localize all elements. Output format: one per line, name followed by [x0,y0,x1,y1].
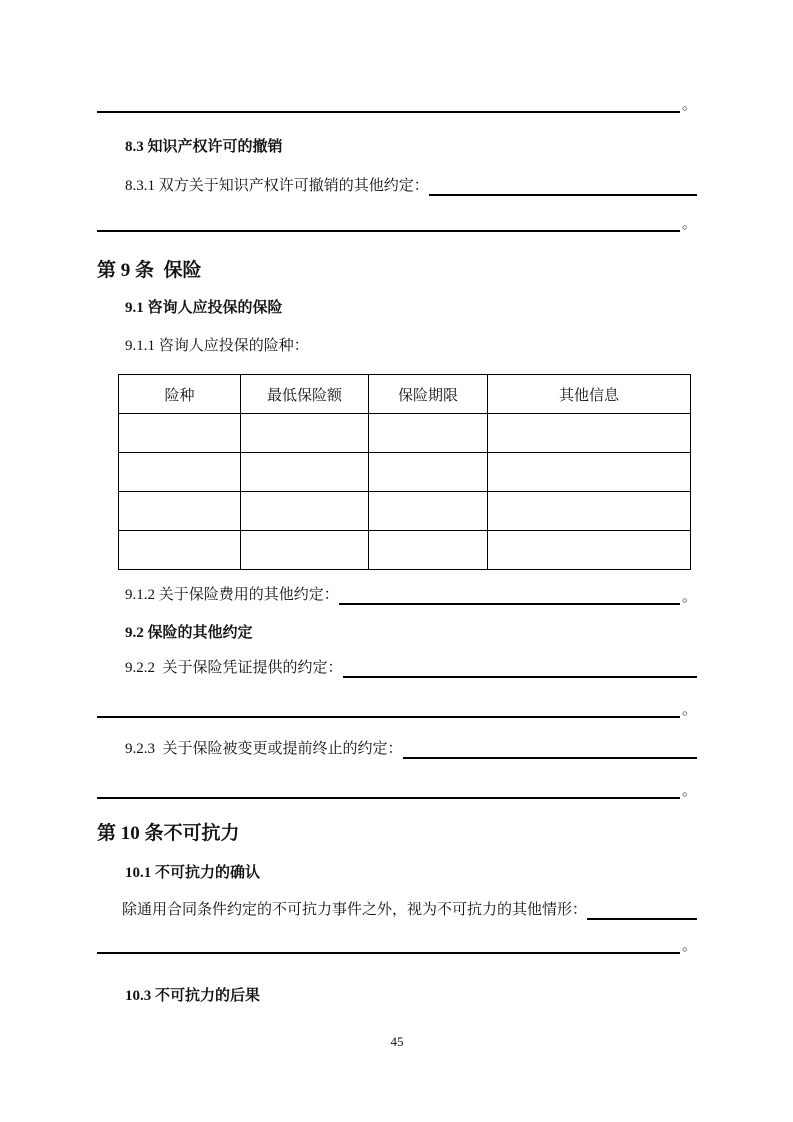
table-cell-empty [241,492,369,531]
table-cell-empty [119,492,241,531]
heading-10-3: 10.3 不可抗力的后果 [125,988,261,1004]
heading-8-3: 8.3 知识产权许可的撤销 [125,139,283,155]
table-cell-empty [241,531,369,570]
heading-10-1: 10.1 不可抗力的确认 [125,865,261,881]
table-cell-empty [488,453,691,492]
table-cell-empty [119,531,241,570]
fill-in-rule [97,952,680,954]
insurance-types-table [118,374,691,570]
fullstop-mark: 。 [681,589,697,605]
table-header-other-info: 其他信息 [488,375,691,414]
clause-9-2-2-blank [343,659,697,678]
table-cell-empty [369,492,488,531]
heading-9-1: 9.1 咨询人应投保的保险 [125,300,283,316]
fullstop-mark: 。 [681,216,697,232]
blank-line-after-10-1 [97,938,697,954]
fill-in-rule [97,111,680,113]
table-row [119,414,691,453]
clause-9-1-2-row [125,586,697,605]
table-header-minimum-coverage: 最低保险额 [241,375,369,414]
blank-line-after-9-2-3 [97,783,697,799]
table-cell-empty [488,414,691,453]
table-row [119,453,691,492]
table-cell-empty [241,453,369,492]
heading-article-9: 第 9 条 保险 [97,260,202,281]
clause-10-1-blank [587,901,697,920]
clause-10-1-label: 除通用合同条件约定的不可抗力事件之外，视为不可抗力的其他情形： [122,902,588,918]
fill-in-rule [97,230,680,232]
continuation-blank-line [97,97,697,113]
table-cell-empty [488,492,691,531]
clause-9-2-3-blank [403,740,697,759]
clause-9-2-2-row [125,659,697,678]
fullstop-mark: 。 [681,938,697,954]
table-cell-empty [119,414,241,453]
table-cell-empty [369,414,488,453]
clause-8-3-1-row [125,177,697,196]
blank-line-after-8-3-1 [97,216,697,232]
table-cell-empty [369,453,488,492]
fullstop-mark: 。 [681,97,697,113]
clause-8-3-1-label: 8.3.1 双方关于知识产权许可撤销的其他约定： [125,178,429,194]
table-row [119,531,691,570]
clause-8-3-1-blank [429,177,697,196]
fill-in-rule [97,797,680,799]
heading-9-2: 9.2 保险的其他约定 [125,625,253,641]
table-header-insurance-period: 保险期限 [369,375,488,414]
table-cell-empty [241,414,369,453]
clause-9-1-2-blank [339,586,680,605]
table-row [119,492,691,531]
clause-9-2-3-label: 9.2.3 关于保险被变更或提前终止的约定： [125,741,403,757]
fullstop-mark: 。 [681,702,697,718]
blank-line-after-9-2-2 [97,702,697,718]
heading-article-10: 第 10 条不可抗力 [97,823,240,844]
table-cell-empty [119,453,241,492]
clause-9-2-3-row [125,740,697,759]
clause-10-1-row [122,901,697,920]
fullstop-mark: 。 [681,783,697,799]
clause-9-1-1-label: 9.1.1 咨询人应投保的险种： [125,338,309,354]
clause-9-1-2-label: 9.1.2 关于保险费用的其他约定： [125,587,339,603]
clause-9-2-2-label: 9.2.2 关于保险凭证提供的约定： [125,660,343,676]
page-number: 45 [390,1034,404,1049]
table-header-insurance-type: 险种 [119,375,241,414]
table-cell-empty [488,531,691,570]
table-header-row [119,375,691,414]
fill-in-rule [97,716,680,718]
table-cell-empty [369,531,488,570]
